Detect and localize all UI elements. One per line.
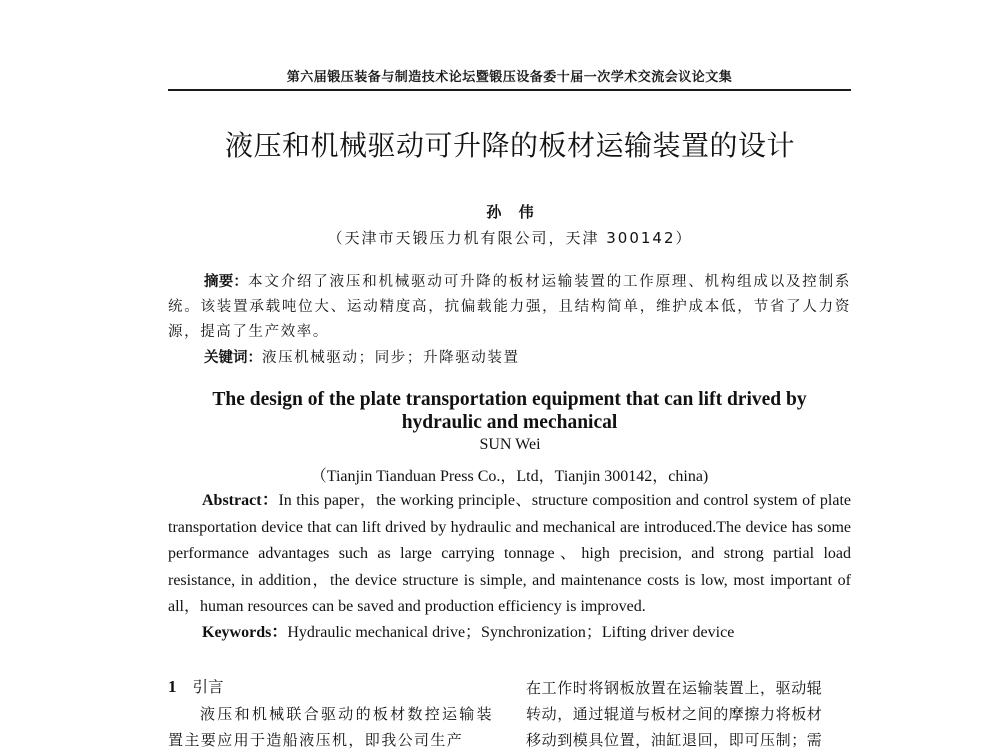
- affiliation-cn: （天津市天锻压力机有限公司，天津 300142）: [327, 229, 693, 247]
- body-text-line: 移动到模具位置，油缸退回，即可压制；需: [526, 731, 823, 749]
- abstract-cn-line: 了人力资源，提高了生产效率。: [168, 299, 852, 340]
- abstract-en-line: device has some performance advantages such as large carrying tonnage、high precision, and: [168, 518, 851, 562]
- keywords-en: [202, 621, 842, 645]
- abstract-en-line: low, most important of all，human resources can be saved and production efficiency is improved.: [168, 571, 851, 615]
- paper-title-cn: 液压和机械驱动可升降的板材运输装置的设计: [224, 129, 795, 162]
- abstract-cn: [168, 270, 851, 345]
- body-text-line: 液压和机械联合驱动的板材数控运输: [200, 705, 477, 723]
- keywords-label-cn: 关键词：: [204, 350, 262, 366]
- abstract-en: [168, 488, 851, 621]
- affiliation-en: （Tianjin Tianduan Press Co.，Ltd，Tianjin 300142，china): [310, 468, 709, 485]
- body-text-line: 转动，通过辊道与板材之间的摩擦力将板材: [526, 705, 823, 723]
- keywords-cn-text: 液压机械驱动；同步；升降驱动装置: [262, 350, 520, 366]
- header-rule: [168, 89, 851, 91]
- abstract-label-en: Abstract：: [202, 492, 279, 509]
- abstract-en-line: plate transportation device that can lift drived by hydraulic and mechanical are introduced.The: [168, 492, 851, 536]
- keywords-cn: [204, 346, 844, 371]
- keywords-en-text: Hydraulic mechanical drive；Synchronization；Lifting driver device: [287, 624, 735, 641]
- section-title: 引言: [192, 678, 224, 696]
- body-column-left: [168, 701, 493, 753]
- abstract-cn-line: 本文介绍了液压和机械驱动可升降的板材运输装置的工作原理、机构组成以及控: [248, 274, 819, 290]
- author-en: SUN Wei: [479, 436, 541, 453]
- abstract-label-cn: 摘要：: [204, 274, 249, 290]
- paper-title-en-line2: hydraulic and mechanical: [401, 412, 618, 433]
- paper-title-en: [168, 388, 851, 434]
- abstract-cn-line: 制系统。该装置承载吨位大、运动精度高，抗偏载能力强，且结构简单，维护成本低，节省: [168, 274, 852, 315]
- abstract-en-line: In this paper，the working principle、structure composition and control system of: [278, 492, 816, 509]
- running-header: 第六届锻压装备与制造技术论坛暨锻压设备委十届一次学术交流会议论文集: [286, 70, 733, 85]
- keywords-label-en: Keywords：: [202, 624, 288, 641]
- paper-title-en-line1: The design of the plate transportation equipment that can lift drived by: [212, 389, 807, 410]
- section-number: 1: [168, 677, 177, 696]
- abstract-en-line: strong partial load resistance, in addition，the device structure is simple, and maintenance costs is: [168, 545, 851, 589]
- body-column-right: [526, 675, 852, 753]
- section-heading-introduction: [168, 675, 224, 697]
- body-text-line: 在工作时将钢板放置在运输装置上，驱动辊: [526, 679, 823, 697]
- body-text-line: 装置主要应用于造船液压机，即我公司生产: [168, 705, 493, 749]
- author-cn: 孙 伟: [486, 203, 534, 221]
